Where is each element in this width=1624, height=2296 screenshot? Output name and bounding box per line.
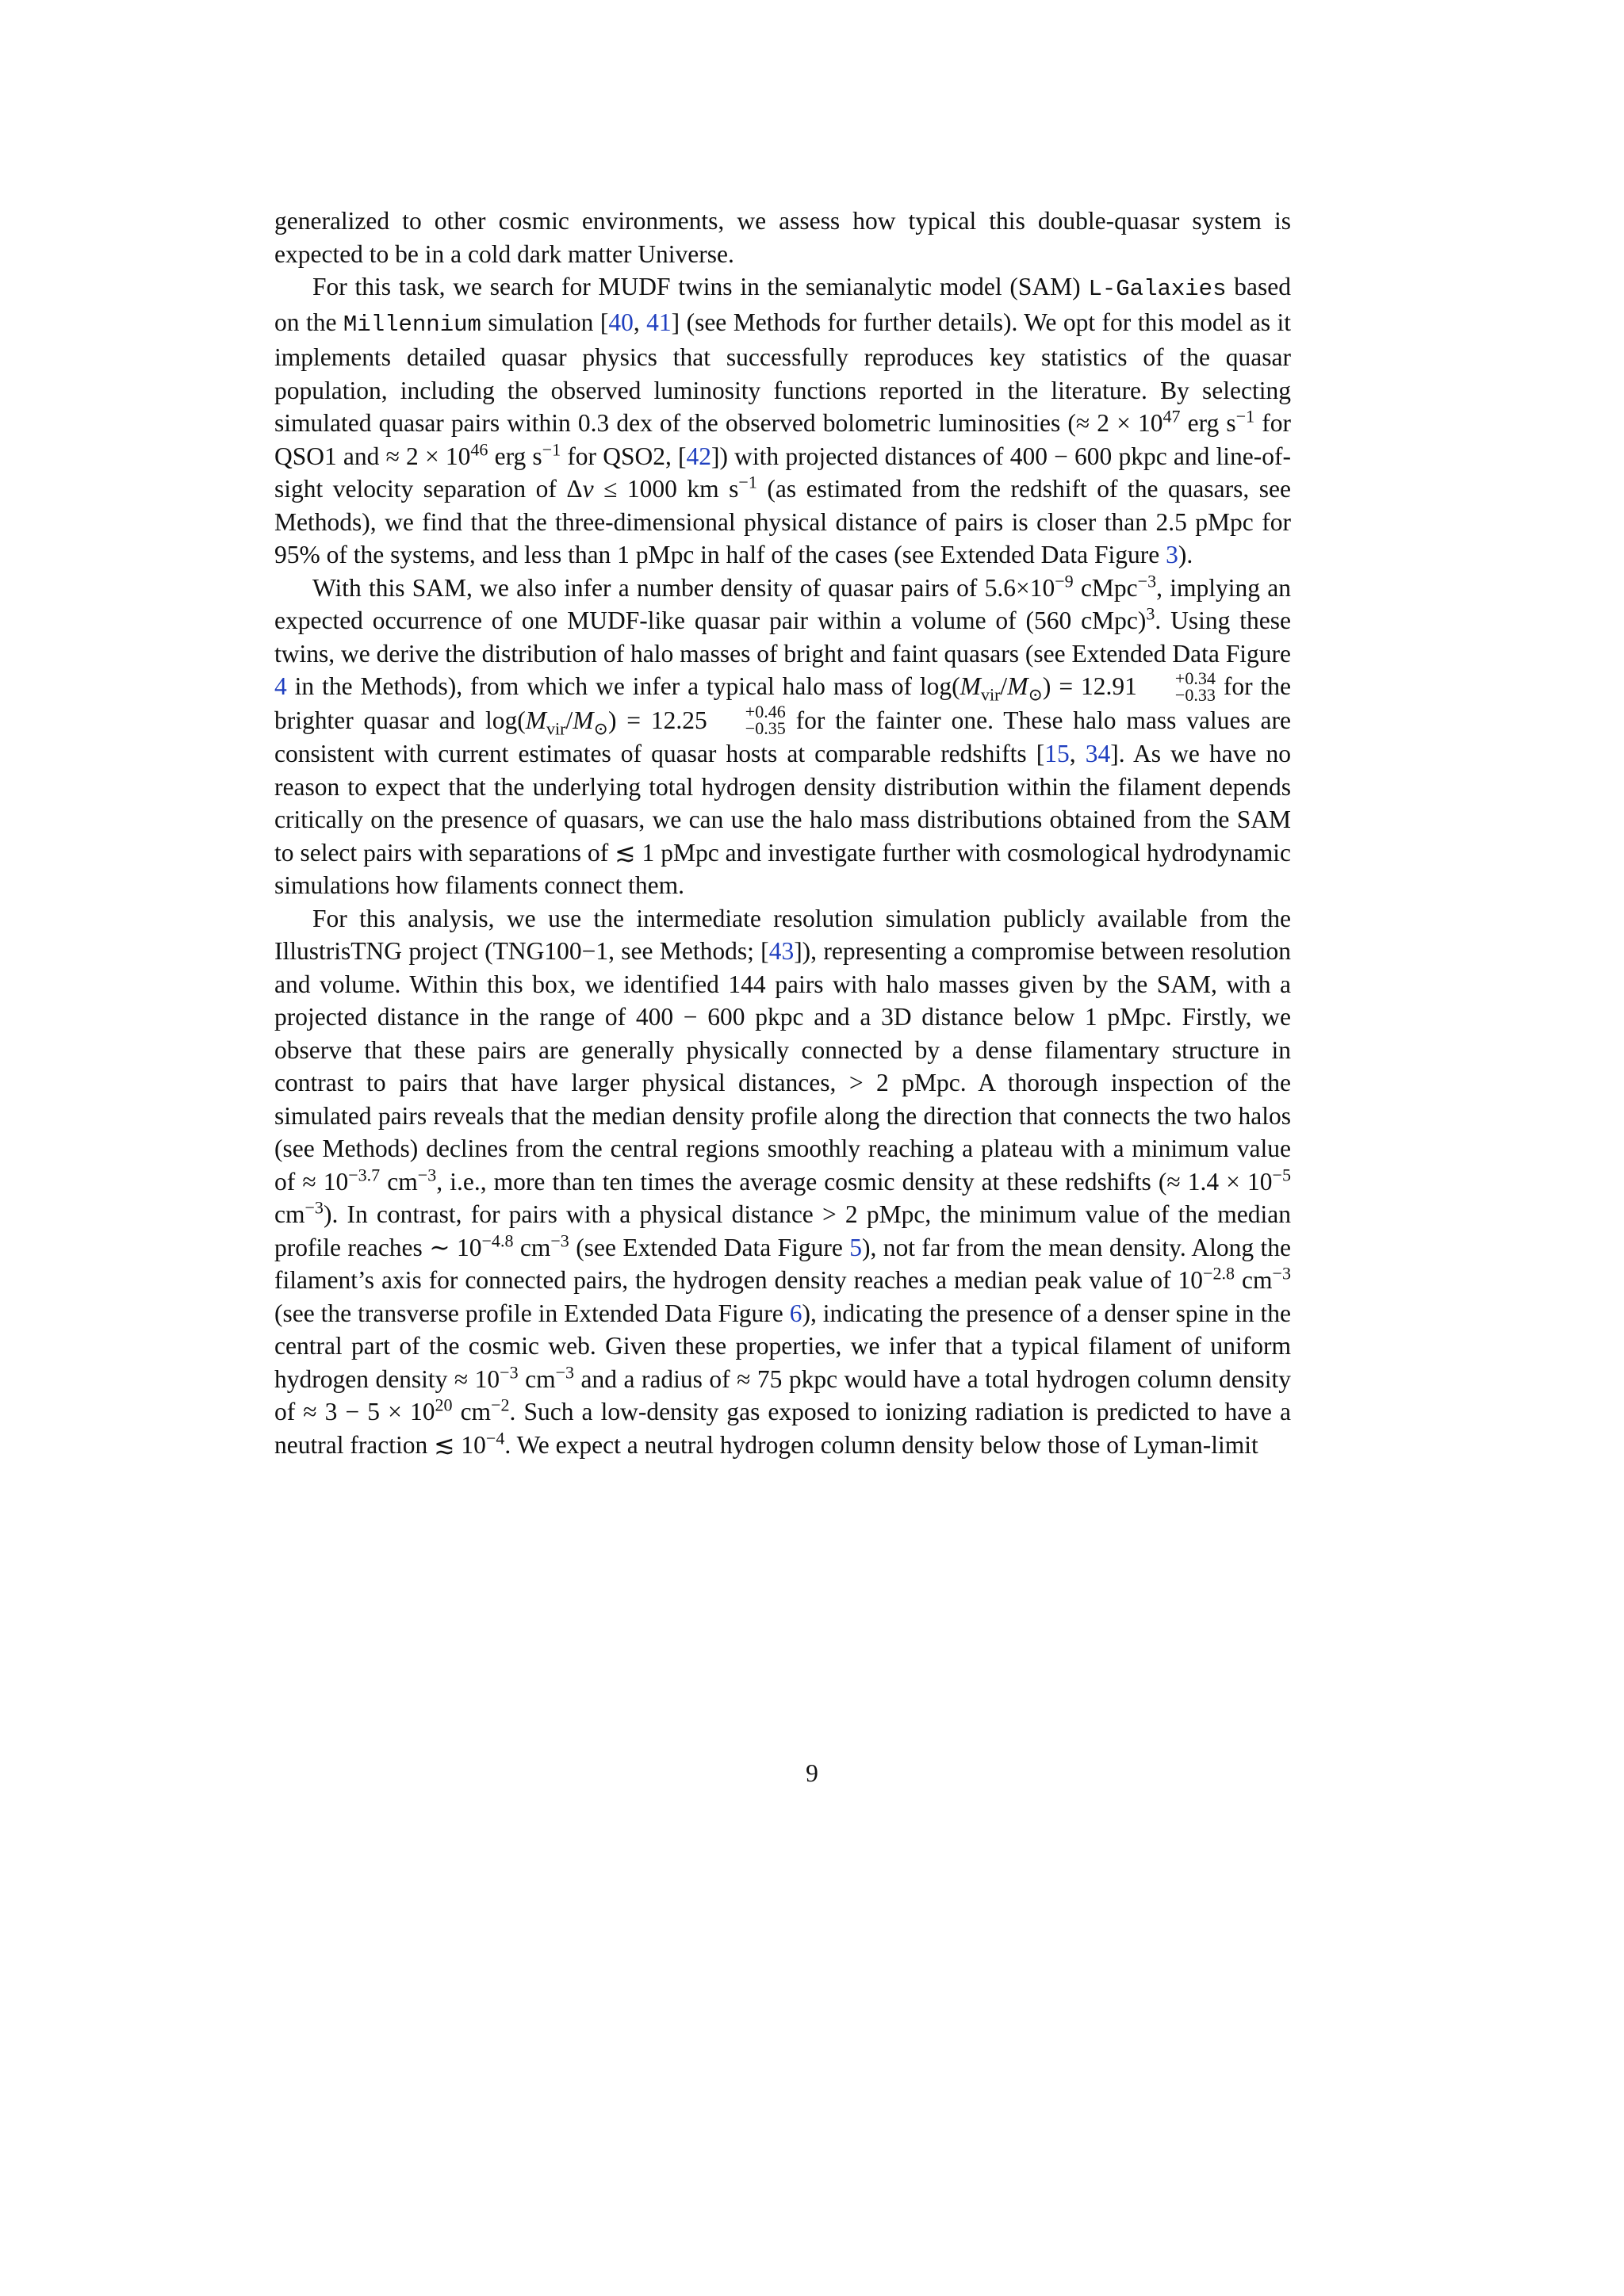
exponent: −3 (1272, 1263, 1291, 1284)
citation-link-42[interactable]: 42 (686, 442, 712, 470)
error-bounds-faint (707, 704, 786, 737)
text-run: cm (1235, 1266, 1273, 1295)
text-run: . Using these twins, we derive the distribution of halo masses of bright and faint quasars (see Extended Data Figure (274, 607, 1292, 668)
text-run: cm (518, 1364, 556, 1393)
text-run: in the Methods), from which we infer a typical halo mass of log( (286, 672, 960, 700)
exponent: −2.8 (1203, 1263, 1235, 1284)
citation-link-41[interactable]: 41 (646, 308, 672, 336)
subscript: ⊙ (1028, 684, 1043, 705)
text-run: ), not far from the mean density. Along the filament’s axis for connected pairs, the hydrogen density reaches a median peak value of 10 (274, 1233, 1291, 1295)
text-run: cMpc (1073, 573, 1138, 602)
text-run: (see the transverse profile in Extended Data Figure (274, 1299, 790, 1327)
figure-link-5[interactable]: 5 (849, 1233, 862, 1261)
exponent: −9 (1055, 571, 1074, 591)
subscript: vir (980, 684, 1001, 705)
exponent: −3 (1137, 571, 1157, 591)
text-run: for QSO1 and ≈ 2 × 10 (274, 409, 1291, 470)
text-run: erg s (488, 442, 542, 470)
exponent: −1 (542, 439, 561, 459)
text-run: . We expect a neutral hydrogen column density below those of Lyman-limit (504, 1430, 1258, 1459)
exponent: 47 (1162, 406, 1181, 427)
page-content (274, 205, 1291, 1461)
lower-error: −0.33 (1174, 684, 1216, 705)
text-run: ≤ 1000 km s (593, 475, 739, 503)
text-run: ] (see Methods for further details). We opt for this model as it implements detailed quasar physics that successfully reproduces key statistics of the quasar population, including the observed luminosity functions reported in the literature. By selecting simulated quasar pairs within 0.3 dex of the observed bolometric luminosities (≈ 2 × 10 (274, 308, 1292, 437)
citation-link-40[interactable]: 40 (608, 308, 634, 336)
text-run: For this analysis, we use the intermediate resolution simulation publicly available from the IllustrisTNG project (TNG100−1, see Methods; [ (274, 904, 1291, 966)
subscript: vir (546, 718, 566, 738)
text-run: With this SAM, we also infer a number density of quasar pairs of 5.6×10 (312, 573, 1055, 602)
exponent: −3 (304, 1197, 324, 1218)
math-variable: M (573, 706, 594, 734)
paragraph-4 (274, 902, 1291, 1462)
exponent: −4.8 (481, 1230, 514, 1251)
text-run: cm (452, 1398, 492, 1426)
text-run: for QSO2, [ (561, 442, 687, 470)
math-variable: M (525, 706, 546, 734)
text-run: cm (380, 1167, 418, 1196)
page-number: 9 (806, 1759, 818, 1787)
error-bounds-bright (1137, 668, 1216, 705)
code-millennium: Millennium (343, 311, 481, 338)
exponent: −1 (1235, 406, 1255, 427)
upper-error: +0.34 (1174, 668, 1216, 688)
text-run: ). In contrast, for pairs with a physical distance > 2 pMpc, the minimum value of the median profile reaches ∼ 10 (274, 1200, 1291, 1261)
lower-error: −0.35 (745, 718, 786, 739)
text-run: , implying an expected occurrence of one MUDF-like quasar pair within a volume of (560 cMpc) (274, 573, 1291, 634)
text-run: , i.e., more than ten times the average cosmic density at these redshifts (≈ 1.4 × 10 (436, 1167, 1273, 1196)
exponent: −3 (550, 1230, 569, 1251)
text-run: erg s (1180, 409, 1236, 437)
paragraph-2: For this task, we search for MUDF twins in the semianalytic model (SAM) L-Galaxies based on the Millennium simulation [40, 41] (see Methods for further details). We opt for this model as it implements detailed quasar physics that successfully reproduces key statistics of the quasar population, including the observed luminosity functions reported in the literature. By selecting simulated quasar pairs within 0.3 dex of the observed bolometric luminosities (≈ $2 \times 10^{47}$ erg $s^{-1}$ for QSO1 and ≈ $2 \times 10^{46}$ erg $s^{-1}$ for QSO2, [42]) with projected distances of 400 − 600 pkpc and line-of-sight velocity separation of Δv ≤ 1000 km $s^{-1}$ (as estimated from the redshift of the quasars, see Methods), we find that the three-dimensional physical distance of pairs is closer than 2.5 pMpc for 95% of the systems, and less than 1 pMpc in half of the cases (see Extended Data Figure 3). (274, 273, 1292, 568)
text-run: ), indicating the presence of a denser spine in the central part of the cosmic web. Given these properties, we infer that a typical filament of uniform hydrogen density ≈ 10 (274, 1299, 1291, 1393)
text-run: ) = 12.91 (1042, 672, 1137, 700)
citation-link-43[interactable]: 43 (768, 937, 795, 966)
upper-error: +0.46 (745, 702, 786, 722)
citation-link-34[interactable]: 34 (1085, 740, 1111, 768)
text-run: ) = 12.25 (607, 706, 707, 734)
exponent: −3 (417, 1165, 437, 1185)
text-run: (see Extended Data Figure (569, 1233, 850, 1261)
subscript: ⊙ (593, 718, 608, 738)
exponent: −3.7 (348, 1165, 381, 1185)
paragraph-1-text: generalized to other cosmic environments, we assess how typical this double-quasar system is expected to be in a cold dark matter Universe. (274, 207, 1291, 268)
exponent: −4 (485, 1428, 505, 1448)
text-run: cm (513, 1233, 551, 1261)
exponent: −1 (738, 472, 757, 492)
citation-link-15[interactable]: 15 (1044, 740, 1070, 768)
text-run: For this task, we search for MUDF twins in the semianalytic model (SAM) (312, 273, 1081, 300)
exponent: −3 (555, 1362, 575, 1383)
text-run: / (1000, 672, 1008, 700)
math-variable: M (1007, 672, 1028, 700)
math-variable: M (959, 672, 981, 700)
exponent: −2 (491, 1395, 510, 1415)
exponent: 3 (1146, 603, 1155, 624)
text-run: cm (274, 1200, 305, 1229)
figure-link-3[interactable]: 3 (1166, 541, 1178, 568)
text-run: ]. As we have no reason to expect that the underlying total hydrogen density distribution within the filament depends critically on the presence of quasars, we can use the halo mass distributions obtained from the SAM to select pairs with separations of ≲ 1 pMpc and investigate further with cosmological hydrodynamic simulations how filaments connect them. (274, 740, 1292, 900)
exponent: −5 (1272, 1165, 1291, 1185)
text-run: for the brighter quasar and log( (274, 672, 1291, 734)
paragraph-3: With this SAM, we also infer a number density of quasar pairs of $5.6\times 10^{-9}$ cMpc$^{-3}$, implying an expected occurrence of one MUDF-like quasar pair within a volume of (560 cMpc)$^3$. Using these twins, we derive the distribution of halo masses of bright and faint quasars (see Extended Data Figure 4 in the Methods), from which we infer a typical halo mass of $\log(M_{vir}/M_⊙) = 12.91$ +0.34 −0.33 for the brighter quasar and $\log(M_{vir}/M_⊙) = 12.25$ +0.46 −0.35 for the fainter one. These halo mass values are consistent with current estimates of quasar hosts at comparable redshifts [15, 34]. As we have no reason to expect that the underlying total hydrogen density distribution within the filament depends critically on the presence of quasars, we can use the halo mass distributions obtained from the SAM to select pairs with separations of ≲ 1 pMpc and investigate further with cosmological hydrodynamic simulations how filaments connect them. (274, 571, 1292, 900)
text-run: simulation [ (488, 308, 609, 336)
text-run: (as estimated from the redshift of the quasars, see Methods), we find that the three-dimensional physical distance of pairs is closer than 2.5 pMpc for 95% of the systems, and less than 1 pMpc in half of the cases (see Extended Data Figure (274, 475, 1291, 568)
text-run: / (565, 706, 573, 734)
math-variable: v (582, 475, 594, 503)
text-run: . Such a low-density gas exposed to ionizing radiation is predicted to have a neutral fraction ≲ 10 (274, 1398, 1292, 1459)
text-run: based on the (274, 273, 1292, 336)
exponent: −3 (500, 1362, 519, 1383)
code-l-galaxies: L-Galaxies (1088, 276, 1227, 302)
exponent: 20 (435, 1395, 453, 1415)
text-run: and a radius of ≈ 75 pkpc would have a total hydrogen column density of ≈ 3 − 5 × 10 (274, 1364, 1291, 1426)
exponent: 46 (470, 439, 488, 459)
text-run: ]) with projected distances of 400 − 600 pkpc and line-of-sight velocity separation of Δ (274, 442, 1291, 503)
text-run: for the fainter one. These halo mass values are consistent with current estimates of quasar hosts at comparable redshifts [ (274, 706, 1291, 768)
text-run: ). (1178, 541, 1193, 568)
figure-link-6[interactable]: 6 (789, 1299, 802, 1327)
text-run: ]), representing a compromise between resolution and volume. Within this box, we identified 144 pairs with halo masses given by the SAM, with a projected distance in the range of 400 − 600 pkpc and a 3D distance below 1 pMpc. Firstly, we observe that these pairs are generally physically connected by a dense filamentary structure in contrast to pairs that have larger physical distances, > 2 pMpc. A thorough inspection of the simulated pairs reveals that the median density profile along the direction that connects the two halos (see Methods) declines from the central regions smoothly reaching a plateau with a minimum value of ≈ 10 (274, 937, 1292, 1196)
figure-link-4[interactable]: 4 (274, 672, 287, 700)
paragraph-1 (274, 205, 1291, 270)
